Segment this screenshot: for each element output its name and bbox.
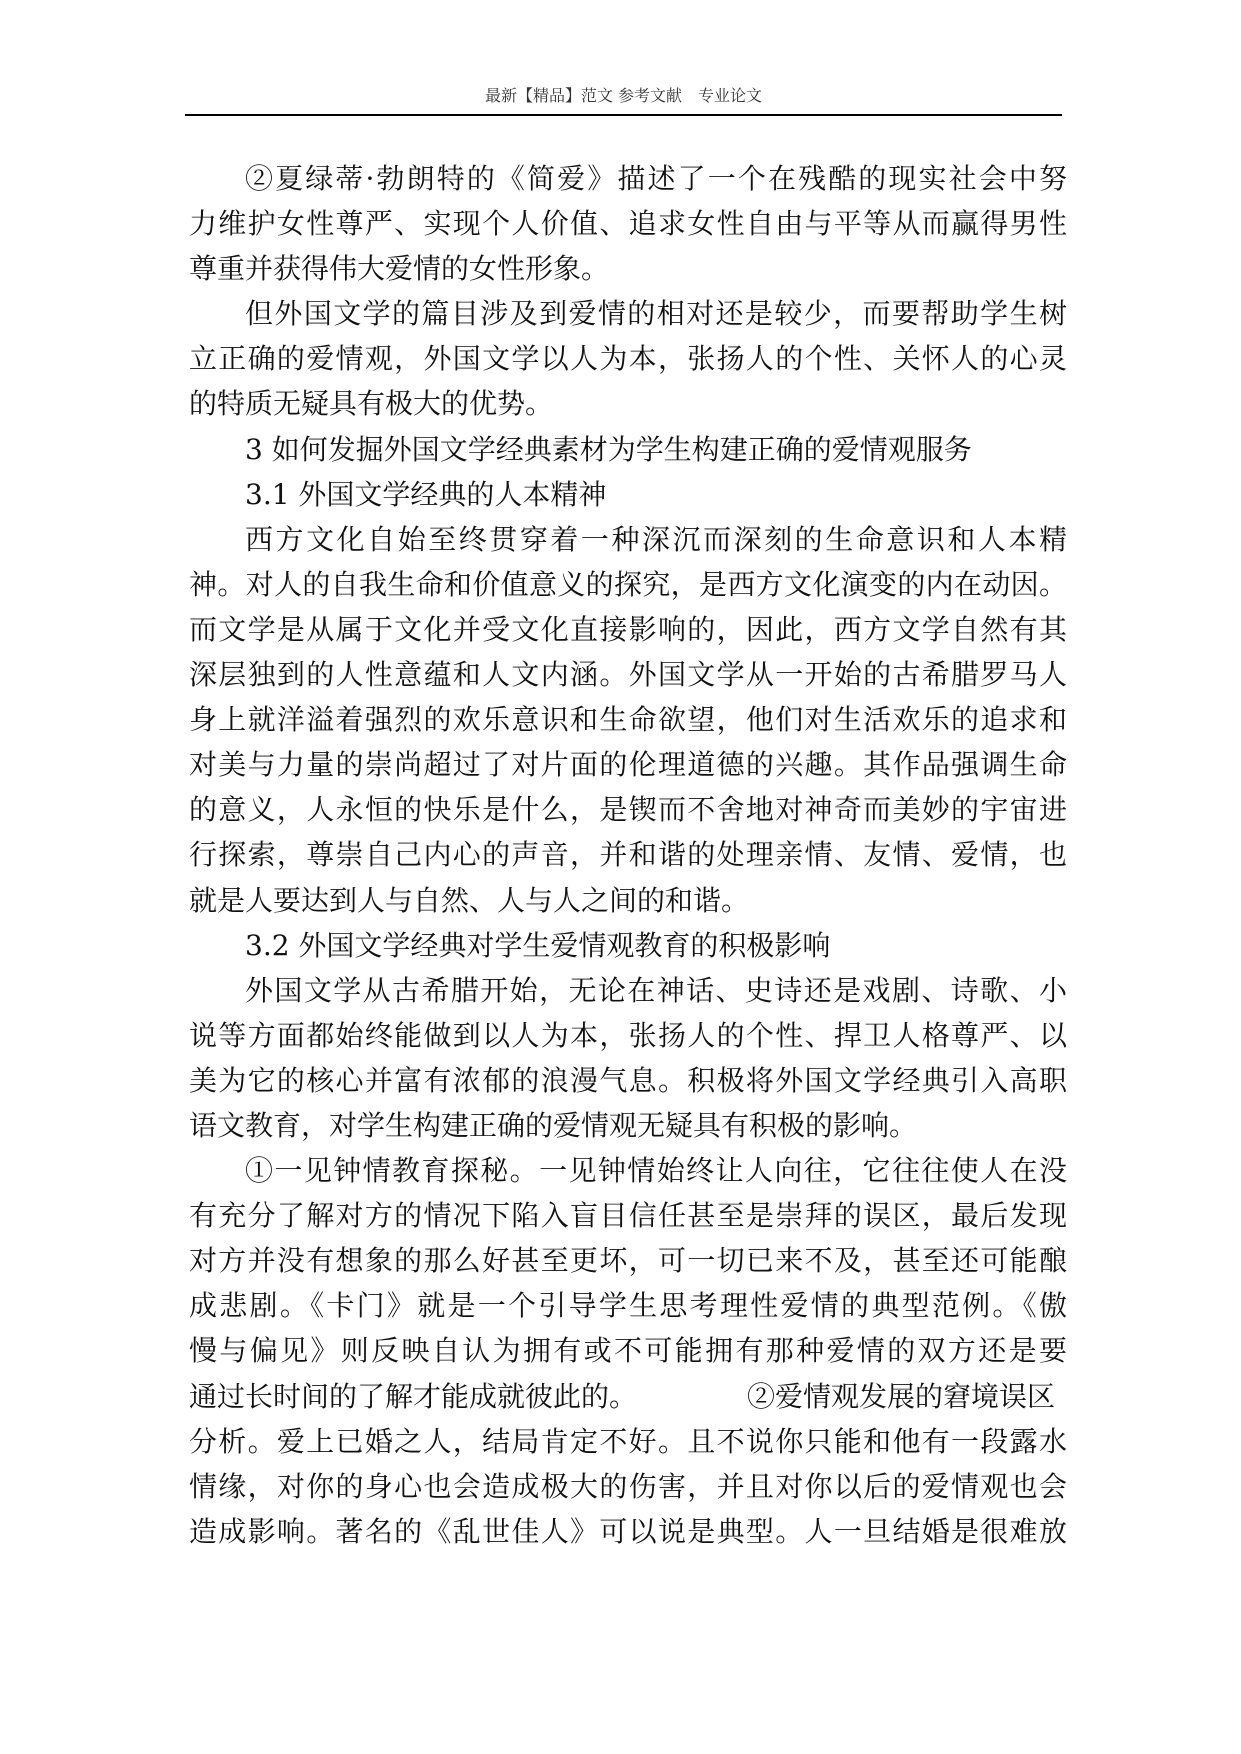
paragraph-line: 说等方面都始终能做到以人为本，张扬人的个性、捍卫人格尊严、以 <box>189 1018 1067 1052</box>
paragraph-line: 西方文化自始至终贯穿着一种深沉而深刻的生命意识和人本精 <box>245 522 1067 556</box>
paragraph-line: 就是人要达到人与自然、人与人之间的和谐。 <box>189 883 750 917</box>
paragraph-line: 情缘，对你的身心也会造成极大的伤害，并且对你以后的爱情观也会 <box>189 1469 1067 1503</box>
paragraph-line: 对美与力量的崇尚超过了对片面的伦理道德的兴趣。其作品强调生命 <box>189 748 1067 782</box>
paragraph-line: 外国文学从古希腊开始，无论在神话、史诗还是戏剧、诗歌、小 <box>245 973 1067 1007</box>
paragraph-line-with-inline-item <box>189 1374 1067 1419</box>
paragraph-line: 深层独到的人性意蕴和人文内涵。外国文学从一开始的古希腊罗马人 <box>189 658 1067 692</box>
paragraph-line: 分析。爱上已婚之人，结局肯定不好。且不说你只能和他有一段露水 <box>189 1424 1067 1458</box>
paragraph-line: 成悲剧。《卡门》就是一个引导学生思考理性爱情的典型范例。《傲 <box>189 1289 1067 1323</box>
paragraph-line: 身上就洋溢着强烈的欢乐意识和生命欲望，他们对生活欢乐的追求和 <box>189 703 1067 737</box>
section-heading: 3 如何发掘外国文学经典素材为学生构建正确的爱情观服务 <box>245 432 972 466</box>
paragraph-line: 语文教育，对学生构建正确的爱情观无疑具有积极的影响。 <box>189 1108 918 1142</box>
paragraph-line: ②夏绿蒂·勃朗特的《简爱》描述了一个在残酷的现实社会中努 <box>245 162 1067 195</box>
paragraph-line: 尊重并获得伟大爱情的女性形象。 <box>189 252 610 286</box>
paragraph-line: 有充分了解对方的情况下陷入盲目信任甚至是崇拜的误区，最后发现 <box>189 1199 1067 1233</box>
paragraph-line: 立正确的爱情观，外国文学以人为本，张扬人的个性、关怀人的心灵 <box>189 342 1067 376</box>
paragraph-line: 行探索，尊崇自己内心的声音，并和谐的处理亲情、友情、爱情，也 <box>189 838 1067 872</box>
paragraph-line: 对方并没有想象的那么好甚至更坏，可一切已来不及，甚至还可能酿 <box>189 1244 1067 1278</box>
paragraph-line: 但外国文学的篇目涉及到爱情的相对还是较少，而要帮助学生树 <box>245 297 1067 331</box>
document-body <box>189 156 1067 1554</box>
paragraph-line-continuation: ②爱情观发展的窘境误区 <box>747 1379 1056 1413</box>
paragraph-line: 的特质无疑具有极大的优势。 <box>189 387 554 421</box>
paragraph-line: 慢与偏见》则反映自认为拥有或不可能拥有那种爱情的双方还是要 <box>189 1334 1067 1368</box>
subsection-heading: 3.2 外国文学经典对学生爱情观教育的积极影响 <box>245 928 831 962</box>
paragraph-line: 的意义，人永恒的快乐是什么，是锲而不舍地对神奇而美妙的宇宙进 <box>189 793 1067 827</box>
paragraph-line: 而文学是从属于文化并受文化直接影响的，因此，西方文学自然有其 <box>189 612 1067 646</box>
paragraph-line: 力维护女性尊严、实现个人价值、追求女性自由与平等从而赢得男性 <box>189 207 1067 241</box>
page-header: 最新【精品】范文 参考文献 专业论文 <box>185 84 1062 116</box>
paragraph-line: 美为它的核心并富有浓郁的浪漫气息。积极将外国文学经典引入高职 <box>189 1063 1067 1097</box>
paragraph-line: 神。对人的自我生命和价值意义的探究，是西方文化演变的内在动因。 <box>189 567 1067 601</box>
paragraph-line-start: 通过长时间的了解才能成就彼此的。 <box>189 1379 638 1413</box>
paragraph-line: 造成影响。著名的《乱世佳人》可以说是典型。人一旦结婚是很难放 <box>189 1514 1067 1548</box>
subsection-heading: 3.1 外国文学经典的人本精神 <box>245 477 607 511</box>
paragraph-line: ①一见钟情教育探秘。一见钟情始终让人向往，它往往使人在没 <box>245 1154 1067 1188</box>
